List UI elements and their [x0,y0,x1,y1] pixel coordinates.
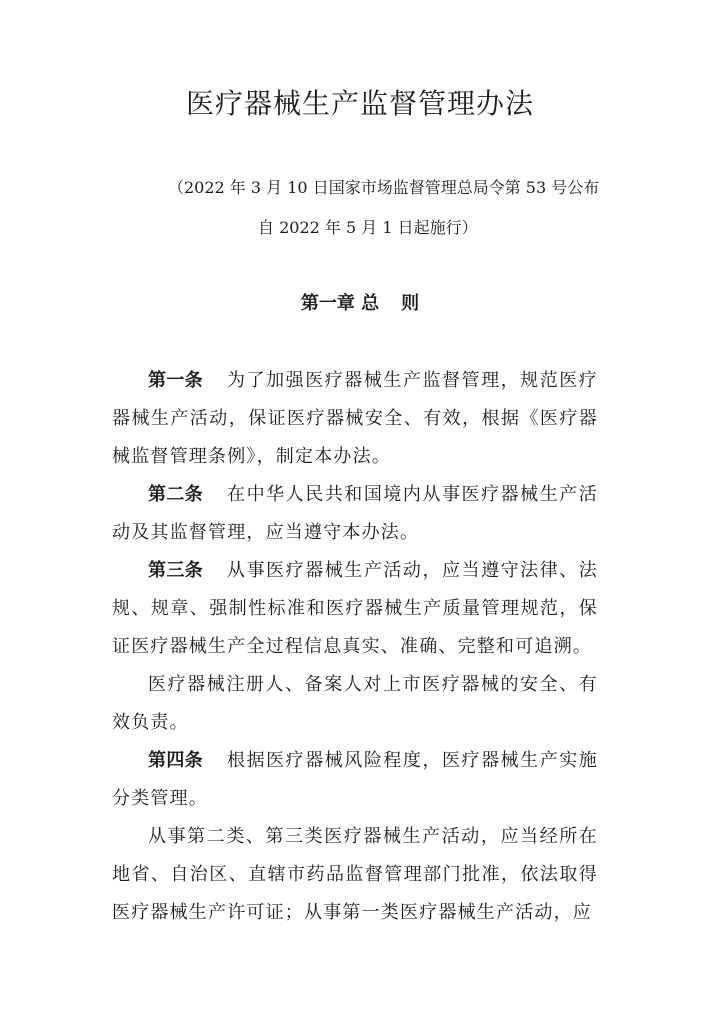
article-number: 第一条 [148,370,204,391]
article-text: 在中华人民共和国境内从事医疗器械生产活动及其监督管理，应当遵守本办法。 [112,484,598,543]
article-text: 医疗器械注册人、备案人对上市医疗器械的安全、有效负责。 [112,674,598,733]
article-text: 从事第二类、第三类医疗器械生产活动，应当经所在地省、自治区、直辖市药品监督管理部门批准，依法取得医疗器械生产许可证；从事第一类医疗器械生产活动，应 [112,826,598,923]
article-text: 为了加强医疗器械生产监督管理，规范医疗器械生产活动，保证医疗器械安全、有效，根据《医疗器械监督管理条例》，制定本办法。 [112,370,598,467]
paragraph-article-2 [112,476,598,552]
paragraph-article-1 [112,362,598,476]
chapter-title-part-2: 则 [401,293,420,314]
paragraph-article-3-cont [112,666,598,742]
article-number: 第三条 [148,560,204,581]
paragraph-article-3 [112,552,598,666]
document-title: 医疗器械生产监督管理办法 [185,87,534,120]
article-text: 从事医疗器械生产活动，应当遵守法律、法规、规章、强制性标准和医疗器械生产质量管理规范，保证医疗器械生产全过程信息真实、准确、完整和可追溯。 [112,560,598,657]
publication-info-line-2: 自 2022 年 5 月 1 日起施行） [258,218,478,237]
chapter-label: 第一章 [300,293,355,314]
chapter-heading [0,290,720,318]
paragraph-article-4-cont [112,818,598,932]
document-body [112,362,598,932]
paragraph-article-4 [112,742,598,818]
article-text: 根据医疗器械风险程度，医疗器械生产实施分类管理。 [112,750,598,809]
article-number: 第四条 [148,750,204,771]
article-number: 第二条 [148,484,204,505]
publication-info-line-1: （2022 年 3 月 10 日国家市场监督管理总局令第 53 号公布 [168,178,600,197]
chapter-title-part-1: 总 [361,293,380,314]
